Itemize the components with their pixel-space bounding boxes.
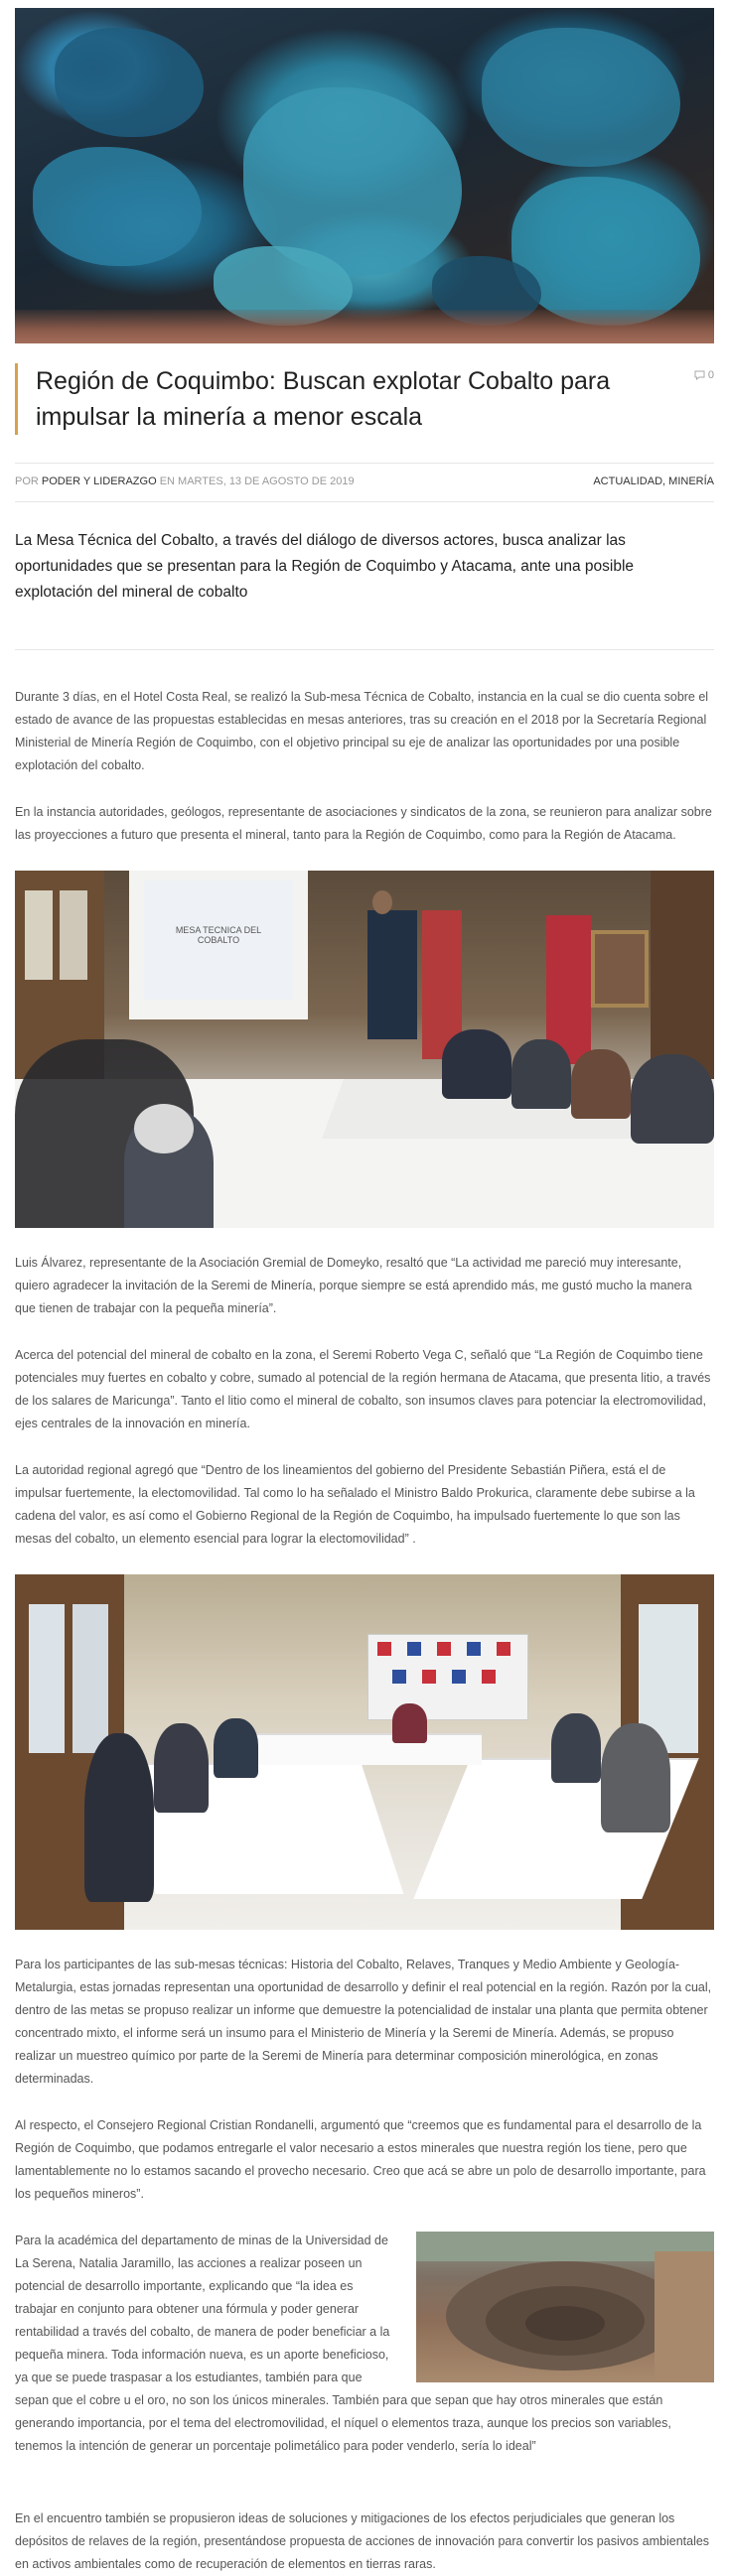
paragraph: La autoridad regional agregó que “Dentro de los lineamientos del gobierno del Presidente Sebastián Piñera, está el de impulsar fuertemente, la electomovilidad. Tal como lo ha señalado el Ministro Baldo Prokurica, claramente debe subirse a la cadena del valor, es así como el Gobierno Regional de la Región de Coquimbo, ha impulsado fuertemente lo que son las mesas del cobalto, un elemento esencial para lograr la electomovilidad” . <box>15 1463 695 1546</box>
date-prefix: EN MARTES, <box>159 475 226 487</box>
meeting-photo-room <box>15 1574 714 1930</box>
author-link[interactable]: PODER Y LIDERAZGO <box>41 475 157 487</box>
by-label: POR <box>15 475 39 487</box>
paragraph: Luis Álvarez, representante de la Asociación Gremial de Domeyko, resaltó que “La actividad me pareció muy interesante, quiero agradecer la invitación de la Seremi de Minería, porque siempre se está aprendido más, me gustó mucho la manera que tienen de trabajar con la pequeña minería”. <box>15 1256 692 1315</box>
categories <box>593 475 714 487</box>
article <box>15 8 714 2576</box>
paragraph: En el encuentro también se propusieron ideas de soluciones y mitigaciones de los efectos perjudiciales que generan los depósitos de relaves de la región, presentándose propuesta de acciones de innovación para convertir los pasivos ambientales en activos ambientales como de recuperación de elementos en tierras raras. <box>15 2511 710 2571</box>
open-pit-mine-photo <box>416 2232 714 2382</box>
article-title: Región de Coquimbo: Buscan explotar Cobalto para impulsar la minería a menor escala <box>36 367 611 431</box>
divider <box>15 649 714 650</box>
comments-count: 0 <box>707 369 714 381</box>
category-link-actualidad[interactable]: ACTUALIDAD <box>593 475 663 487</box>
comment-icon <box>694 370 705 380</box>
post-meta <box>15 463 714 502</box>
comments-link[interactable] <box>694 369 714 381</box>
paragraph: Acerca del potencial del mineral de cobalto en la zona, el Seremi Roberto Vega C, señaló que “La Región de Coquimbo tiene potenciales muy fuertes en cobalto y cobre, sumado al potencial de la región hermana de Atacama, que presenta litio, a través de los salares de Maricunga”. Tanto el litio como el mineral de cobalto, son insumos claves para potenciar la electromovilidad, ejes centrales de la innovación en minería. <box>15 1348 711 1430</box>
paragraph: En la instancia autoridades, geólogos, representante de asociaciones y sindicatos de la zona, se reunieron para analizar sobre las proyecciones a futuro que presenta el mineral, tanto para la Región de Coquimbo, como para la Región de Atacama. <box>15 805 712 842</box>
paragraph: Para la académica del departamento de minas de la Universidad de La Serena, Natalia Jaramillo, las acciones a realizar poseen un potencial de desarrollo importante, explicando que “la idea es trabajar en conjunto para obtener una fórmula y poder generar rentabilidad a través del cobalto, de manera de poder beneficiar a la pequeña minera. Toda información nueva, es un aporte beneficioso, ya que se puede traspasar a los estudiantes, también para que sepan que el cobre u el oro, no son los únicos minerales. También para que sepan que hay otros minerales que están generando importancia, por el tema del electromovilidad, el níquel o elementos traza, aunque los precios son variables, tenemos la intención de generar un porcentaje polimetálico para poder venderlo, sería lo ideal” <box>15 2234 671 2453</box>
category-separator: , <box>662 475 669 487</box>
meeting-photo-presentation <box>15 871 714 1228</box>
category-link-mineria[interactable]: MINERÍA <box>668 475 714 487</box>
post-date: 13 DE AGOSTO DE 2019 <box>228 475 355 487</box>
paragraph: Para los participantes de las sub-mesas técnicas: Historia del Cobalto, Relaves, Tranques y Medio Ambiente y Geología-Metalurgia, estas jornadas representan una oportunidad de desarrollo y definir el real potencial en la región. Razón por la cual, dentro de las metas se propuso realizar un informe que demuestre la potencialidad de instalar una planta que permita obtener concentrado mixto, el informe será un insumo para el Ministerio de Minería y la Seremi de Minería. Además, se propuso realizar un muestreo químico por parte de la Seremi de Minería para determinar composición minerológica, en zonas determinadas. <box>15 1958 712 2086</box>
title-row <box>15 363 714 435</box>
slide-text: MESA TECNICA DEL COBALTO <box>175 925 262 945</box>
paragraph: Al respecto, el Consejero Regional Cristian Rondanelli, argumentó que “creemos que es fundamental para el desarrollo de la Región de Coquimbo, que podamos entregarle el valor necesario a estos minerales que nuestra región los tiene, pero que lamentablemente no lo estamos sacando el provecho necesario. Creo que acá se abre un polo de desarrollo importante, para los pequeños mineros”. <box>15 2118 706 2201</box>
hero-image-cobalt-rocks <box>15 8 714 343</box>
article-lead: La Mesa Técnica del Cobalto, a través del diálogo de diversos actores, busca analizar las oportunidades que se presentan para la Región de Coquimbo y Atacama, ante una posible explotación del mineral de cobalto <box>15 532 635 601</box>
paragraph: Durante 3 días, en el Hotel Costa Real, se realizó la Sub-mesa Técnica de Cobalto, instancia en la cual se dio cuenta sobre el estado de avance de las propuestas establecidas en mesas anteriores, tras su creación en el 2018 por la Secretaría Regional Ministerial de Minería Región de Coquimbo, con el objetivo principal su eje de analizar las oportunidades por una posible explotación del cobalto. <box>15 690 709 772</box>
